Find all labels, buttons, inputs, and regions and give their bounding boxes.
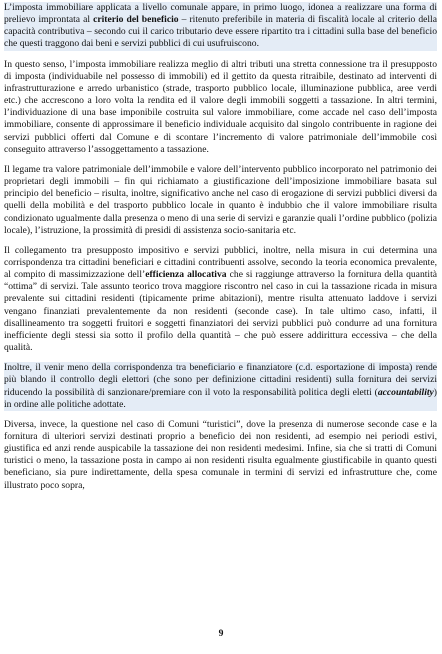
paragraph-6: Diversa, invece, la questione nel caso di Comuni “turistici”, dove la presenza di numerose seconde case e la fornitura di ulteriori servizi destinati proprio a beneficio dei non residenti, ad esempio nei periodi estivi, giustifica ed anzi rende auspicabile la tassazione dei non residenti medesimi. Infine, sia che si tratti di Comuni turistici o meno, la tassazione posta in campo ai non residenti risulta egualmente giustificabile in quanto questi beneficiano, sia pure indirettamente, della spesa comunale in termini di servizi ed infrastrutture che, come illustrato poco sopra, (4, 418, 437, 491)
paragraph-2: In questo senso, l’imposta immobiliare realizza meglio di altri tributi una stretta connessione tra il presupposto di imposta (individuabile nel possesso di immobili) ed il gettito da questa ritraibile, destinato ad interventi di infrastrutturazione e arredo urbanistico (strade, trasporto pubblico locale, illuminazione pubblica, aree verdi etc.) che accrescono a loro volta la rendita ed il valore degli immobili soggetti a tassazione. In altri termini, l’individuazione di una base imponibile costruita sul valore immobiliare, come accade nel caso dell’imposta immobiliare, consente di approssimare il beneficio individuale acquisito dal singolo contribuente in ragione dei servizi pubblici offerti dal Comune e di scontare l’incremento di valore patrimoniale dell’immobile così conseguito attraverso l’assoggettamento a tassazione. (4, 58, 437, 155)
bold-italic-term: accountability (377, 386, 434, 398)
bold-term: efficienza allocativa (145, 269, 227, 281)
paragraph-1: L’imposta immobiliare applicata a livello comunale appare, in primo luogo, idonea a realizzare una forma di prelievo improntata al criterio del beneficio – ritenuto preferibile in materia di fiscalità locale al criterio della capacità contributiva – secondo cui il carico tributario deve essere ripartito tra i cittadini sulla base del beneficio che questi traggono dai beni e servizi pubblici di cui usufruiscono. (4, 2, 437, 50)
page-number: 9 (218, 627, 224, 639)
paragraph-4: Il collegamento tra presupposto impositivo e servizi pubblici, inoltre, nella misura in cui determina una corrispondenza tra cittadini beneficiari e cittadini contribuenti assolve, secondo la teoria economica prevalente, al compito di massimizzazione dell’efficienza allocativa che si raggiunge attraverso la fornitura della quantità “ottima” di servizi. Tale assunto teorico trova maggiore riscontro nel caso in cui la tassazione ricada in misura prevalente sui cittadini residenti (tipicamente prime abitazioni), mentre risulta attenuato laddove i servizi vengano finanziati prevalentemente da non residenti (seconde case). In tale ultimo caso, infatti, il disallineamento tra soggetti fruitori e soggetti finanziatori dei servizi pubblici può condurre ad una fornitura inefficiente degli stessi sia sotto il profilo della quantità – che può essere addirittura eccessiva – che della qualità. (4, 244, 437, 354)
paragraph-3: Il legame tra valore patrimoniale dell’immobile e valore dell’intervento pubblico incorporato nel patrimonio dei proprietari degli immobili – fin qui richiamato a giustificazione dell’imposizione immobiliare basata sul principio del beneficio – risulta, inoltre, significativo anche nel caso di erogazione di servizi pubblici diversi da quelli della mobilità e del trasporto pubblico locale in quanto è indubbio che il valore immobiliare risulta condizionato ugualmente dalla presenza o meno di una serie di servizi e garanzie quali l’ordine pubblico (polizia locale), l’istruzione, la prossimità di presidi di assistenza socio-sanitaria etc. (4, 163, 437, 236)
bold-term: criterio del beneficio (93, 14, 179, 26)
paragraph-5: Inoltre, il venir meno della corrispondenza tra beneficiario e finanziatore (c.d. esportazione di imposta) rende più blando il controllo degli elettori (che sono per definizione cittadini residenti) sulla fornitura dei servizi riducendo la possibilità di sanzionare/premiare con il voto la responsabilità politica degli eletti (accountability) in ordine alle politiche adottate. (4, 362, 437, 410)
